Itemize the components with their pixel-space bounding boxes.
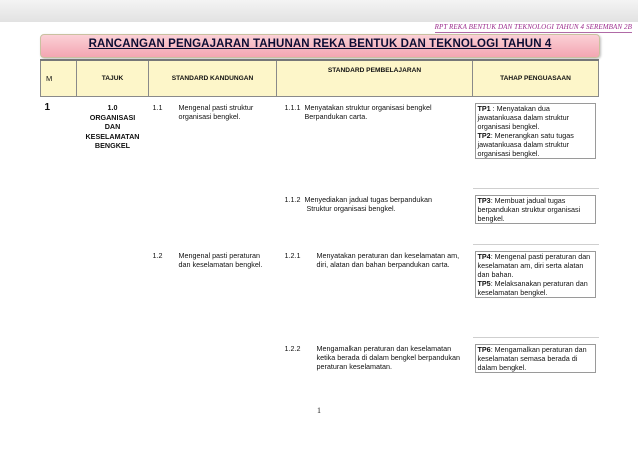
sp-number: 1.1.2 xyxy=(284,194,301,204)
tp-code: TP4 xyxy=(477,252,491,261)
page-top-band xyxy=(0,0,638,22)
tp-box xyxy=(475,251,596,298)
sk-text: Mengenal pasti struktur organisasi bengkel. xyxy=(178,103,254,121)
header-standard-pembelajaran: STANDARD PEMBELAJARAN xyxy=(277,60,473,97)
sp-cell xyxy=(277,338,473,393)
sp-text-continued: Struktur organisasi bengkel. xyxy=(306,203,396,213)
sk-text: Mengenal pasti peraturan dan keselamatan bengkel. xyxy=(178,250,263,269)
sp-cell xyxy=(277,245,473,338)
sp-number: 1.2.2 xyxy=(284,343,301,353)
sk-number: 1.2 xyxy=(152,250,163,260)
tajuk-line: BENGKEL xyxy=(94,141,131,150)
tp-text: : Menerangkan satu tugas jawatankuasa dalam struktur organisasi bengkel. xyxy=(477,131,574,158)
page-number: 1 xyxy=(317,406,321,415)
tp-box xyxy=(475,195,596,224)
sk-number: 1.1 xyxy=(152,103,163,112)
sp-cell xyxy=(277,189,473,245)
tp-entry xyxy=(478,279,593,297)
week-number: 1 xyxy=(44,102,51,113)
tp-entry xyxy=(478,131,593,158)
sp-cell xyxy=(277,97,473,189)
tp-code: TP3 xyxy=(477,196,491,205)
header-tahap-penguasaan: TAHAP PENGUASAAN xyxy=(473,60,599,97)
tajuk-line: DAN xyxy=(104,122,121,131)
title-banner xyxy=(40,34,600,58)
tp-text: : Menyatakan dua jawatankuasa dalam struktur organisasi bengkel. xyxy=(477,104,569,131)
tp-text: : Mengenal pasti peraturan dan keselamatan am, diri serta alatan dan bahan. xyxy=(477,252,591,279)
tp-text: : Membuat jadual tugas berpandukan struktur organisasi bengkel. xyxy=(477,196,581,223)
sp-number: 1.1.1 xyxy=(284,103,301,112)
table-header-row xyxy=(41,60,599,97)
sp-text: Menyediakan jadual tugas berpandukan xyxy=(304,194,432,204)
header-standard-kandungan: STANDARD KANDUNGAN xyxy=(149,60,277,97)
sk-cell xyxy=(149,97,277,245)
tajuk-line: ORGANISASI xyxy=(89,112,136,122)
header-tajuk: TAJUK xyxy=(77,60,149,97)
tp-entry xyxy=(478,104,593,131)
sk-cell xyxy=(149,245,277,393)
tp-box xyxy=(475,344,596,373)
tp-entry xyxy=(478,345,593,372)
sp-text: Menyatakan struktur organisasi bengkel xyxy=(304,103,432,112)
tp-code: TP6 xyxy=(477,345,491,354)
sp-text: Mengamalkan peraturan dan keselamatan ketika berada di dalam bengkel berpandukan peraturan keselamatan. xyxy=(316,343,460,371)
tp-cell xyxy=(473,245,599,338)
tp-entry xyxy=(478,252,593,279)
tp-code: TP5 xyxy=(477,279,491,288)
sk-item xyxy=(149,103,277,121)
document-title: RANCANGAN PENGAJARAN TAHUNAN REKA BENTUK DAN TEKNOLOGI TAHUN 4 xyxy=(88,38,552,50)
tp-cell xyxy=(473,189,599,245)
header-m: M xyxy=(41,60,77,97)
sp-item xyxy=(277,344,473,371)
tp-cell xyxy=(473,338,599,393)
lesson-plan-table xyxy=(40,59,599,392)
sp-item xyxy=(277,103,473,112)
running-header: RPT REKA BENTUK DAN TEKNOLOGI TAHUN 4 SEREMBAN 2B xyxy=(434,23,632,31)
tp-box xyxy=(475,103,596,159)
sp-number: 1.2.1 xyxy=(284,250,301,260)
tajuk-line: 1.0 xyxy=(107,103,118,112)
tp-text: : Mengamalkan peraturan dan keselamatan semasa berada di dalam bengkel. xyxy=(477,345,587,372)
table-row xyxy=(41,97,599,189)
tp-code: TP2 xyxy=(477,131,491,140)
sk-item xyxy=(149,251,277,269)
tp-cell xyxy=(473,97,599,189)
tajuk-cell xyxy=(77,97,149,393)
sp-item xyxy=(277,195,473,204)
tp-text: : Melaksanakan peraturan dan keselamatan bengkel. xyxy=(477,279,588,297)
sp-text-continued: Berpandukan carta. xyxy=(304,112,368,121)
tajuk-line: KESELAMATAN xyxy=(85,131,140,141)
tp-code: TP1 xyxy=(477,104,491,113)
tp-entry xyxy=(478,196,593,223)
sp-item xyxy=(277,251,473,269)
sp-text: Menyatakan peraturan dan keselamatan am, diri, alatan dan bahan berpandukan carta. xyxy=(316,250,460,269)
